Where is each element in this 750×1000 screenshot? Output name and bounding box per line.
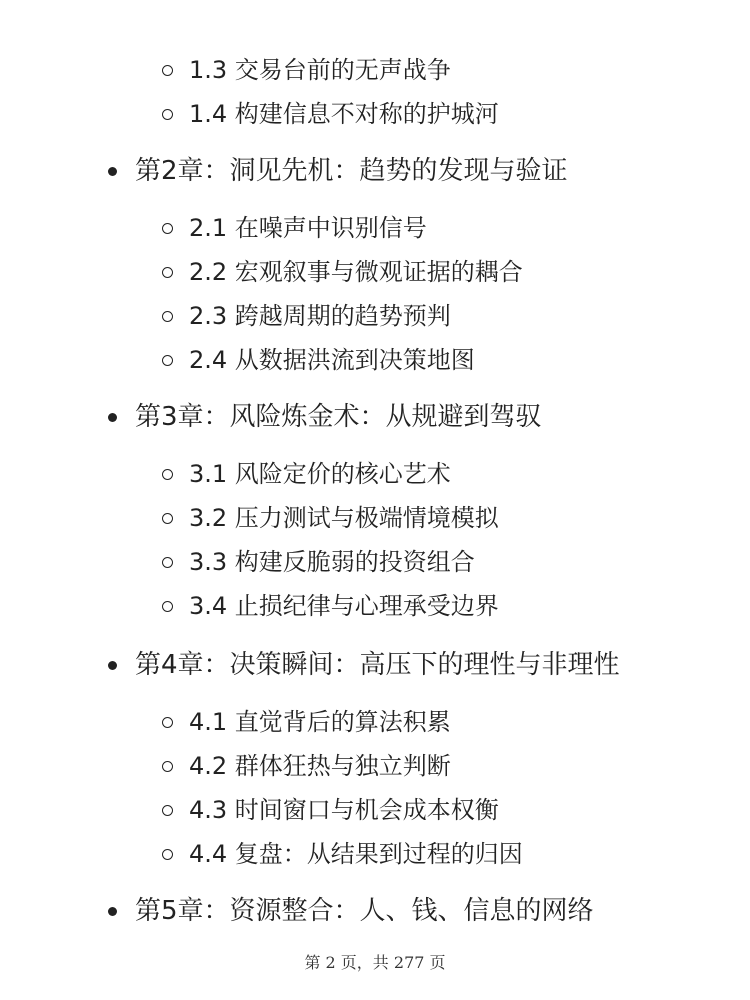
toc-chapter-5[interactable] — [108, 898, 594, 924]
toc-section-3-3[interactable] — [162, 550, 475, 574]
toc-section-1-3[interactable] — [162, 58, 451, 82]
toc-section-4-1[interactable] — [162, 710, 451, 734]
toc-section-label: 2.3 跨越周期的趋势预判 — [189, 302, 451, 330]
hollow-circle-bullet-icon — [162, 311, 173, 322]
toc-section-3-2[interactable] — [162, 506, 499, 530]
hollow-circle-bullet-icon — [162, 601, 173, 612]
hollow-circle-bullet-icon — [162, 761, 173, 772]
toc-section-label: 4.4 复盘：从结果到过程的归因 — [189, 840, 523, 868]
toc-chapter-label: 第4章：决策瞬间：高压下的理性与非理性 — [135, 650, 620, 680]
filled-circle-bullet-icon — [108, 167, 117, 176]
toc-section-label: 4.3 时间窗口与机会成本权衡 — [189, 796, 499, 824]
toc-chapter-2[interactable] — [108, 158, 568, 184]
hollow-circle-bullet-icon — [162, 805, 173, 816]
toc-section-3-1[interactable] — [162, 462, 451, 486]
toc-section-label: 2.2 宏观叙事与微观证据的耦合 — [189, 258, 523, 286]
toc-section-label: 4.1 直觉背后的算法积累 — [189, 708, 451, 736]
toc-section-1-4[interactable] — [162, 102, 499, 126]
toc-section-2-4[interactable] — [162, 348, 475, 372]
filled-circle-bullet-icon — [108, 907, 117, 916]
toc-section-label: 3.2 压力测试与极端情境模拟 — [189, 504, 499, 532]
hollow-circle-bullet-icon — [162, 469, 173, 480]
toc-section-2-3[interactable] — [162, 304, 451, 328]
filled-circle-bullet-icon — [108, 661, 117, 670]
toc-chapter-4[interactable] — [108, 652, 620, 678]
hollow-circle-bullet-icon — [162, 109, 173, 120]
toc-section-label: 1.3 交易台前的无声战争 — [189, 56, 451, 84]
hollow-circle-bullet-icon — [162, 65, 173, 76]
hollow-circle-bullet-icon — [162, 557, 173, 568]
toc-chapter-label: 第2章：洞见先机：趋势的发现与验证 — [135, 156, 568, 186]
toc-section-label: 3.3 构建反脆弱的投资组合 — [189, 548, 475, 576]
filled-circle-bullet-icon — [108, 413, 117, 422]
page-number-footer: 第 2 页，共 277 页 — [304, 953, 446, 972]
toc-section-label: 2.4 从数据洪流到决策地图 — [189, 346, 475, 374]
toc-section-2-2[interactable] — [162, 260, 523, 284]
toc-chapter-label: 第5章：资源整合：人、钱、信息的网络 — [135, 896, 594, 926]
toc-section-label: 2.1 在噪声中识别信号 — [189, 214, 427, 242]
hollow-circle-bullet-icon — [162, 223, 173, 234]
toc-section-label: 3.1 风险定价的核心艺术 — [189, 460, 451, 488]
hollow-circle-bullet-icon — [162, 513, 173, 524]
toc-chapter-label: 第3章：风险炼金术：从规避到驾驭 — [135, 402, 542, 432]
hollow-circle-bullet-icon — [162, 717, 173, 728]
toc-section-label: 1.4 构建信息不对称的护城河 — [189, 100, 499, 128]
toc-chapter-3[interactable] — [108, 404, 542, 430]
hollow-circle-bullet-icon — [162, 267, 173, 278]
hollow-circle-bullet-icon — [162, 849, 173, 860]
toc-section-4-3[interactable] — [162, 798, 499, 822]
toc-section-2-1[interactable] — [162, 216, 427, 240]
hollow-circle-bullet-icon — [162, 355, 173, 366]
toc-section-3-4[interactable] — [162, 594, 499, 618]
toc-section-label: 3.4 止损纪律与心理承受边界 — [189, 592, 499, 620]
toc-section-4-2[interactable] — [162, 754, 451, 778]
toc-section-label: 4.2 群体狂热与独立判断 — [189, 752, 451, 780]
toc-section-4-4[interactable] — [162, 842, 523, 866]
